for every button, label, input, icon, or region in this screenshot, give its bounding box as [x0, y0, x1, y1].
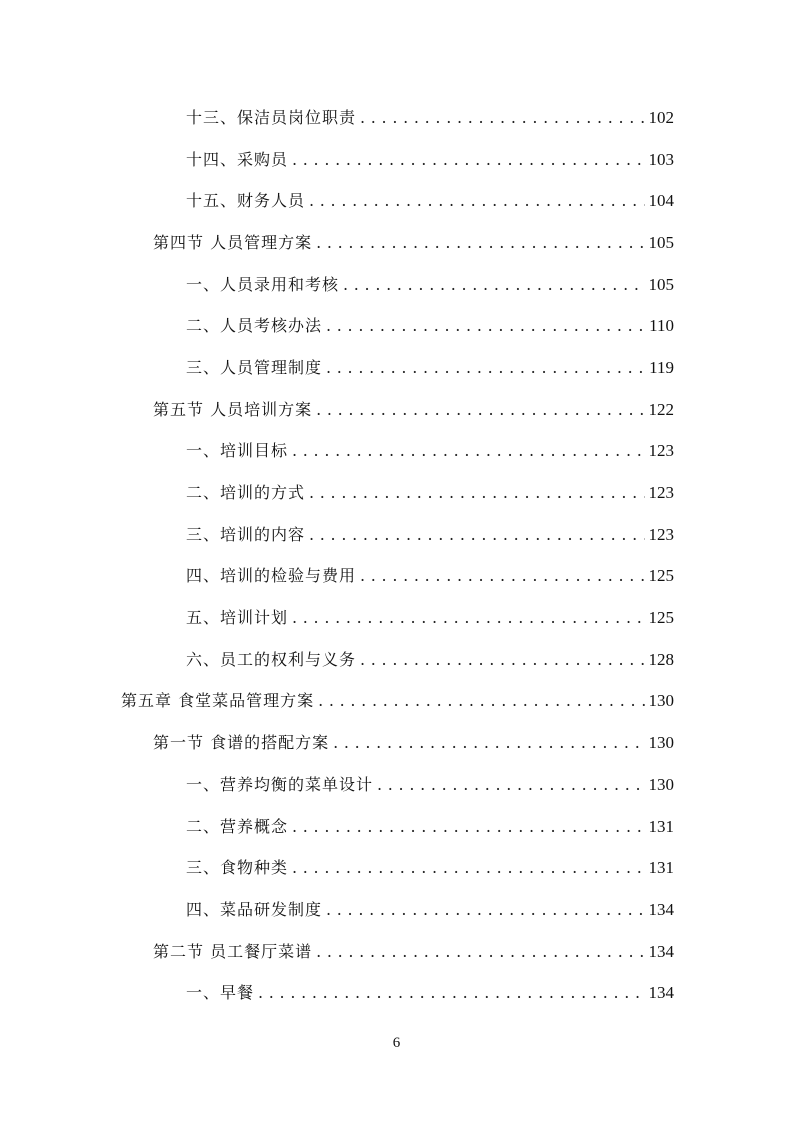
toc-entry-title: 第一节 食谱的搭配方案 — [153, 733, 330, 753]
toc-entry-page: 134 — [648, 899, 674, 919]
toc-entry-title: 第五节 人员培训方案 — [153, 399, 313, 419]
toc-entry-title: 十四、采购员 — [186, 149, 289, 169]
toc-entry-title: 一、培训目标 — [186, 441, 289, 461]
toc-dot-leader — [316, 233, 644, 253]
toc-entry-title: 四、培训的检验与费用 — [186, 566, 357, 586]
toc-entry-page: 125 — [648, 608, 674, 628]
toc-entry-page: 110 — [649, 316, 674, 336]
toc-entry-title: 一、人员录用和考核 — [186, 274, 340, 294]
toc-entry[interactable] — [0, 847, 793, 889]
toc-entry[interactable] — [0, 722, 793, 764]
toc-dot-leader — [377, 775, 644, 795]
toc-entry-title: 三、培训的内容 — [186, 524, 306, 544]
toc-entry-title: 一、营养均衡的菜单设计 — [186, 774, 374, 794]
table-of-contents — [0, 97, 793, 1014]
toc-entry-title: 六、员工的权利与义务 — [186, 649, 357, 669]
toc-entry[interactable] — [0, 889, 793, 931]
toc-dot-leader — [326, 358, 645, 378]
toc-entry[interactable] — [0, 931, 793, 973]
toc-entry[interactable] — [0, 639, 793, 681]
toc-entry-page: 123 — [648, 483, 674, 503]
toc-dot-leader — [360, 650, 644, 670]
toc-entry-title: 三、人员管理制度 — [186, 357, 323, 377]
toc-entry-page: 130 — [648, 733, 674, 753]
toc-entry-page: 125 — [648, 566, 674, 586]
toc-entry-page: 122 — [648, 399, 674, 419]
toc-dot-leader — [360, 566, 644, 586]
toc-entry-page: 105 — [648, 274, 674, 294]
toc-dot-leader — [292, 150, 644, 170]
toc-entry-title: 第二节 员工餐厅菜谱 — [153, 941, 313, 961]
toc-dot-leader — [309, 483, 644, 503]
toc-entry-page: 105 — [648, 232, 674, 252]
toc-entry[interactable] — [0, 556, 793, 598]
toc-entry-page: 130 — [648, 774, 674, 794]
toc-entry[interactable] — [0, 431, 793, 473]
toc-dot-leader — [258, 983, 644, 1003]
toc-dot-leader — [318, 691, 644, 711]
toc-dot-leader — [360, 108, 644, 128]
toc-entry[interactable] — [0, 139, 793, 181]
toc-dot-leader — [292, 441, 644, 461]
toc-dot-leader — [292, 608, 644, 628]
toc-dot-leader — [333, 733, 644, 753]
toc-entry[interactable] — [0, 97, 793, 139]
toc-entry-page: 130 — [648, 691, 674, 711]
toc-entry[interactable] — [0, 597, 793, 639]
toc-entry[interactable] — [0, 180, 793, 222]
toc-entry[interactable] — [0, 389, 793, 431]
toc-entry-page: 102 — [648, 107, 674, 127]
toc-dot-leader — [316, 400, 644, 420]
toc-entry[interactable] — [0, 806, 793, 848]
toc-dot-leader — [326, 900, 644, 920]
toc-entry[interactable] — [0, 681, 793, 723]
toc-dot-leader — [316, 942, 644, 962]
toc-dot-leader — [292, 858, 644, 878]
toc-dot-leader — [309, 191, 644, 211]
toc-entry-title: 十三、保洁员岗位职责 — [186, 107, 357, 127]
toc-entry[interactable] — [0, 305, 793, 347]
toc-entry-title: 二、培训的方式 — [186, 483, 306, 503]
toc-entry-title: 二、营养概念 — [186, 816, 289, 836]
toc-entry-title: 第五章 食堂菜品管理方案 — [121, 691, 315, 711]
page-number: 6 — [392, 1035, 401, 1051]
toc-entry-title: 十五、财务人员 — [186, 191, 306, 211]
toc-entry-title: 四、菜品研发制度 — [186, 899, 323, 919]
toc-entry-page: 103 — [648, 149, 674, 169]
toc-entry-page: 123 — [648, 441, 674, 461]
toc-dot-leader — [343, 275, 644, 295]
toc-entry-page: 131 — [648, 816, 674, 836]
toc-entry-page: 134 — [648, 941, 674, 961]
toc-entry-title: 一、早餐 — [186, 983, 255, 1003]
toc-entry-title: 二、人员考核办法 — [186, 316, 323, 336]
toc-entry-page: 131 — [648, 858, 674, 878]
toc-entry-title: 三、食物种类 — [186, 858, 289, 878]
toc-entry[interactable] — [0, 222, 793, 264]
toc-entry[interactable] — [0, 264, 793, 306]
toc-entry[interactable] — [0, 347, 793, 389]
toc-dot-leader — [292, 817, 644, 837]
toc-entry[interactable] — [0, 514, 793, 556]
toc-entry-title: 五、培训计划 — [186, 608, 289, 628]
toc-entry[interactable] — [0, 972, 793, 1014]
toc-entry-page: 119 — [649, 357, 674, 377]
toc-entry-page: 123 — [648, 524, 674, 544]
toc-dot-leader — [309, 525, 644, 545]
toc-entry-page: 134 — [648, 983, 674, 1003]
toc-dot-leader — [326, 316, 645, 336]
toc-entry[interactable] — [0, 764, 793, 806]
toc-entry-page: 128 — [648, 649, 674, 669]
toc-entry-title: 第四节 人员管理方案 — [153, 232, 313, 252]
toc-entry-page: 104 — [648, 191, 674, 211]
toc-entry[interactable] — [0, 472, 793, 514]
